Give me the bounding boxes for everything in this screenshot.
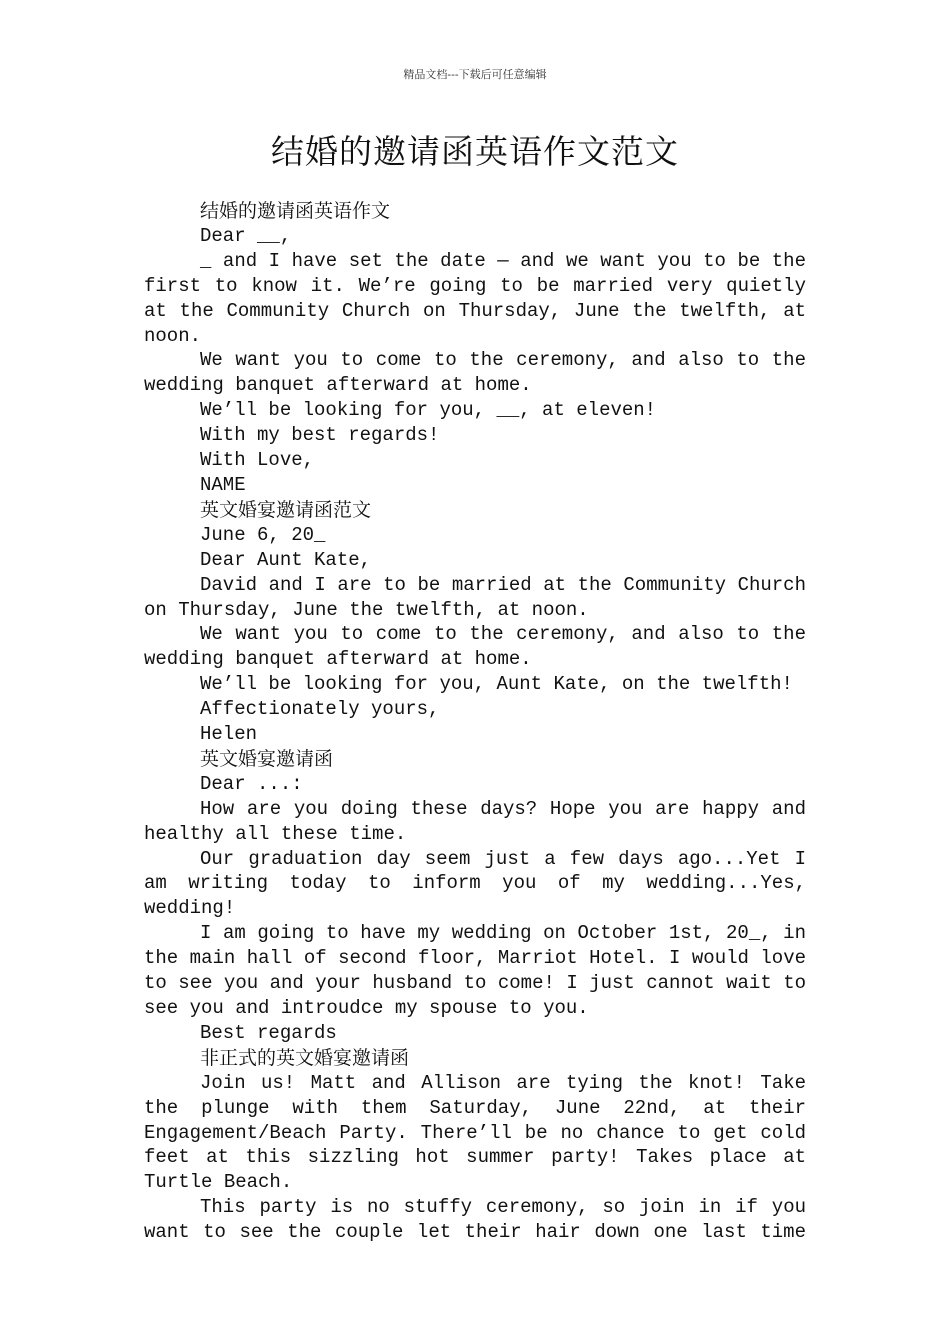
paragraph: I am going to have my wedding on October 1st, 20_, in the main hall of second floor, Marriot Hotel. I would love to see you and your husband to come! I just cannot wait to see you and introudce my spouse to you. [144,922,806,1019]
section-heading: 非正式的英文婚宴邀请函 [200,1046,410,1069]
paragraph: We want you to come to the ceremony, and also to the wedding banquet afterward at home. [144,623,806,671]
paragraph: Dear __, [200,224,292,247]
paragraph: Affectionately yours, [200,698,440,721]
paragraph: We’ll be looking for you, __, at eleven! [200,399,657,422]
paragraph: Our graduation day seem just a few days ago...Yet I am writing today to inform you of my wedding...Yes, wedding! [144,847,806,920]
paragraph: This party is no stuffy ceremony, so join in if you want to see the couple let their hair down one last time [144,1196,806,1244]
paragraph: Helen [200,723,258,746]
paragraph: Dear Aunt Kate, [200,548,372,571]
section-heading: 英文婚宴邀请函范文 [200,498,372,521]
paragraph: David and I are to be married at the Community Church on Thursday, June the twelfth, at noon. [144,573,806,621]
paragraph: June 6, 20_ [200,523,326,546]
section-heading: 英文婚宴邀请函 [200,747,334,770]
paragraph: NAME [200,473,246,496]
paragraph: Best regards [200,1021,337,1044]
paragraph: Dear ...: [200,772,303,795]
paragraph: With Love, [200,449,315,472]
paragraph: We’ll be looking for you, Aunt Kate, on the twelfth! [200,673,793,696]
paragraph: How are you doing these days? Hope you are happy and healthy all these time. [144,797,806,845]
document-title: 结婚的邀请函英语作文范文 [271,132,679,171]
paragraph: We want you to come to the ceremony, and also to the wedding banquet afterward at home. [144,349,806,397]
header-note: 精品文档---下载后可任意编辑 [403,68,547,81]
paragraph: _ and I have set the date — and we want you to be the first to know it. We’re going to be married very quietly at the Community Church on Thursday, June the twelfth, at noon. [144,249,806,347]
document-body [144,199,806,1245]
paragraph: With my best regards! [200,424,440,447]
paragraph: Join us! Matt and Allison are tying the knot! Take the plunge with them Saturday, June 22nd, at their Engagement/Beach Party. There’ll be no chance to get cold feet at this sizzling hot summer party! Takes place at Turtle Beach. [144,1071,806,1194]
section-heading: 结婚的邀请函英语作文 [200,200,391,222]
